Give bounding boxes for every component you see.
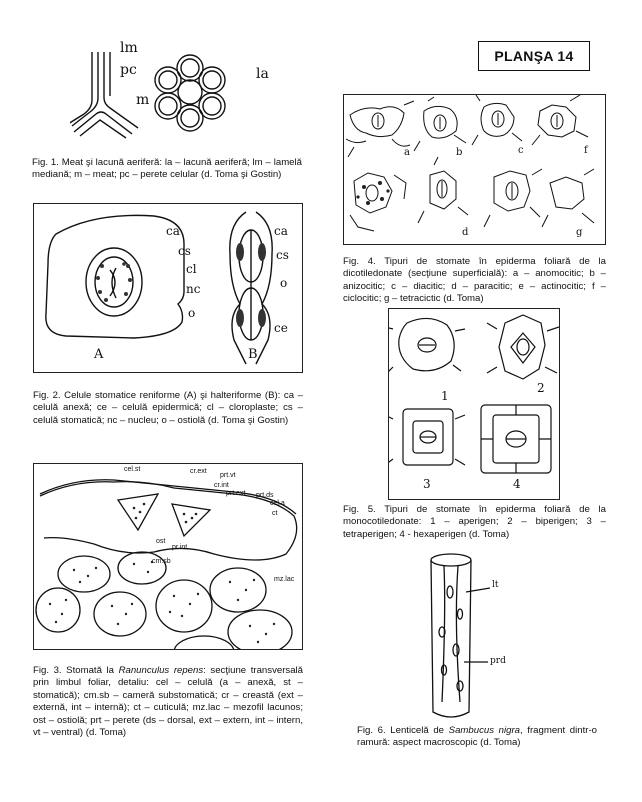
fig2-label-cs: cs (178, 244, 191, 258)
fig4-frame (343, 94, 606, 245)
fig2-label-nc: nc (186, 282, 201, 296)
fig6-caption (357, 725, 597, 751)
fig3-label-ost: ost (156, 538, 166, 545)
fig1-label-m: m (136, 92, 150, 108)
fig5-label-3: 3 (423, 477, 431, 491)
fig5-frame (388, 308, 560, 500)
fig3-label-cr-ext: cr.ext (190, 468, 207, 475)
fig2-label-o: o (188, 306, 196, 320)
fig3-label-prt-vt: prt.vt (220, 472, 236, 479)
fig6-label-lt: lt (492, 580, 499, 590)
fig6-caption-prefix: Fig. 6. Lenticelă de (357, 725, 449, 736)
fig5-label-1: 1 (441, 389, 449, 403)
fig2-caption: Fig. 2. Celule stomatice reniforme (A) şi halteriforme (B): ca – celulă anexă; ce – celulă epidermică; cl – cloroplaste; cs – celulă stomatică; nc – nucleu; o – ostiolă (d. Toma şi Gostin) (33, 390, 303, 426)
plate-title: PLANŞA 14 (478, 41, 590, 71)
fig1-illustration (70, 40, 280, 145)
fig3-label-mz-lac: mz.lac (274, 576, 295, 583)
fig4-label-b: b (456, 147, 463, 158)
fig4-label-g: g (576, 227, 583, 238)
fig2-label-cs-b: cs (276, 248, 289, 262)
fig2-label-ce: ce (274, 321, 288, 335)
fig1-caption: Fig. 1. Meat şi lacună aeriferă: la – lacună aeriferă; lm – lamelă mediană; m – meat; pc – perete celular (d. Toma şi Gostin) (32, 157, 302, 181)
fig2-frame (33, 203, 303, 373)
fig6-caption-species: Sambucus nigra (448, 725, 520, 736)
fig3-caption (33, 665, 303, 737)
fig3-label-ct: ct (272, 510, 278, 517)
fig3-caption-prefix: Fig. 3. Stomată la (33, 665, 119, 676)
fig3-caption-species: Ranunculus repens (118, 665, 204, 676)
fig2-label-B: B (248, 347, 258, 362)
fig4-label-a: a (404, 147, 410, 158)
fig3-label-pr-int: pr.int (172, 544, 188, 551)
fig3-frame (33, 463, 303, 650)
fig3-label-cel-a: cel.a (270, 500, 285, 507)
fig3-caption-rest: : secţiune transversală prin limbul foliar, detaliu: cel – celulă (a – anexă, st – stomatică); cm.sb – cameră substomatică; cr – creastă (ext – externă, int – internă); ct – cuticulă; mz.lac – mezofil lacunos; ost – ostiolă; prt – perete (ds – dorsal, ext – extern, int – intern, vt – ventral) (d. Toma) (33, 665, 303, 737)
fig1-label-pc: pc (120, 62, 137, 78)
fig3-label-prt-ds: prt.ds (256, 492, 274, 499)
fig6-label-prd: prd (490, 656, 506, 666)
fig2-label-ca-b: ca (274, 224, 288, 238)
fig4-label-c: c (518, 145, 524, 156)
fig6-illustration (420, 552, 530, 722)
fig2-label-ca: ca (166, 224, 180, 238)
fig3-label-cr-int: cr.int (214, 482, 229, 489)
fig3-label-prt-ext: prt.ext (226, 490, 246, 497)
fig2-label-A: A (94, 347, 104, 362)
fig2-label-cl: cl (186, 262, 197, 276)
fig4-caption: Fig. 4. Tipuri de stomate în epiderma foliară de la dicotiledonate (secţiune superficială): a – anomocitic; b – anizocitic; c – diacitic; d – paracitic; e – actinocitic; f – ciclocitic; g – tetracictic (d. Toma) (343, 256, 606, 305)
fig1-label-lm: lm (120, 40, 138, 56)
fig4-label-f: f (584, 145, 588, 156)
fig6-caption-rest: , fragment dintr-o ramură: aspect macroscopic (d. Toma) (357, 725, 597, 749)
fig5-label-4: 4 (513, 477, 521, 491)
fig5-caption: Fig. 5. Tipuri de stomate în epiderma foliară de la monocotiledonate: 1 – aperigen; 2 – biperigen; 3 – tetraperigen; 4 - hexaperigen (d. Toma) (343, 504, 606, 540)
fig1-label-la: la (256, 66, 269, 82)
fig5-label-2: 2 (537, 381, 545, 395)
fig4-label-d: d (462, 227, 469, 238)
fig3-label-cm-sb: cm.sb (152, 558, 171, 565)
fig2-label-o-b: o (280, 276, 288, 290)
fig3-label-cel-st: cel.st (124, 466, 141, 473)
